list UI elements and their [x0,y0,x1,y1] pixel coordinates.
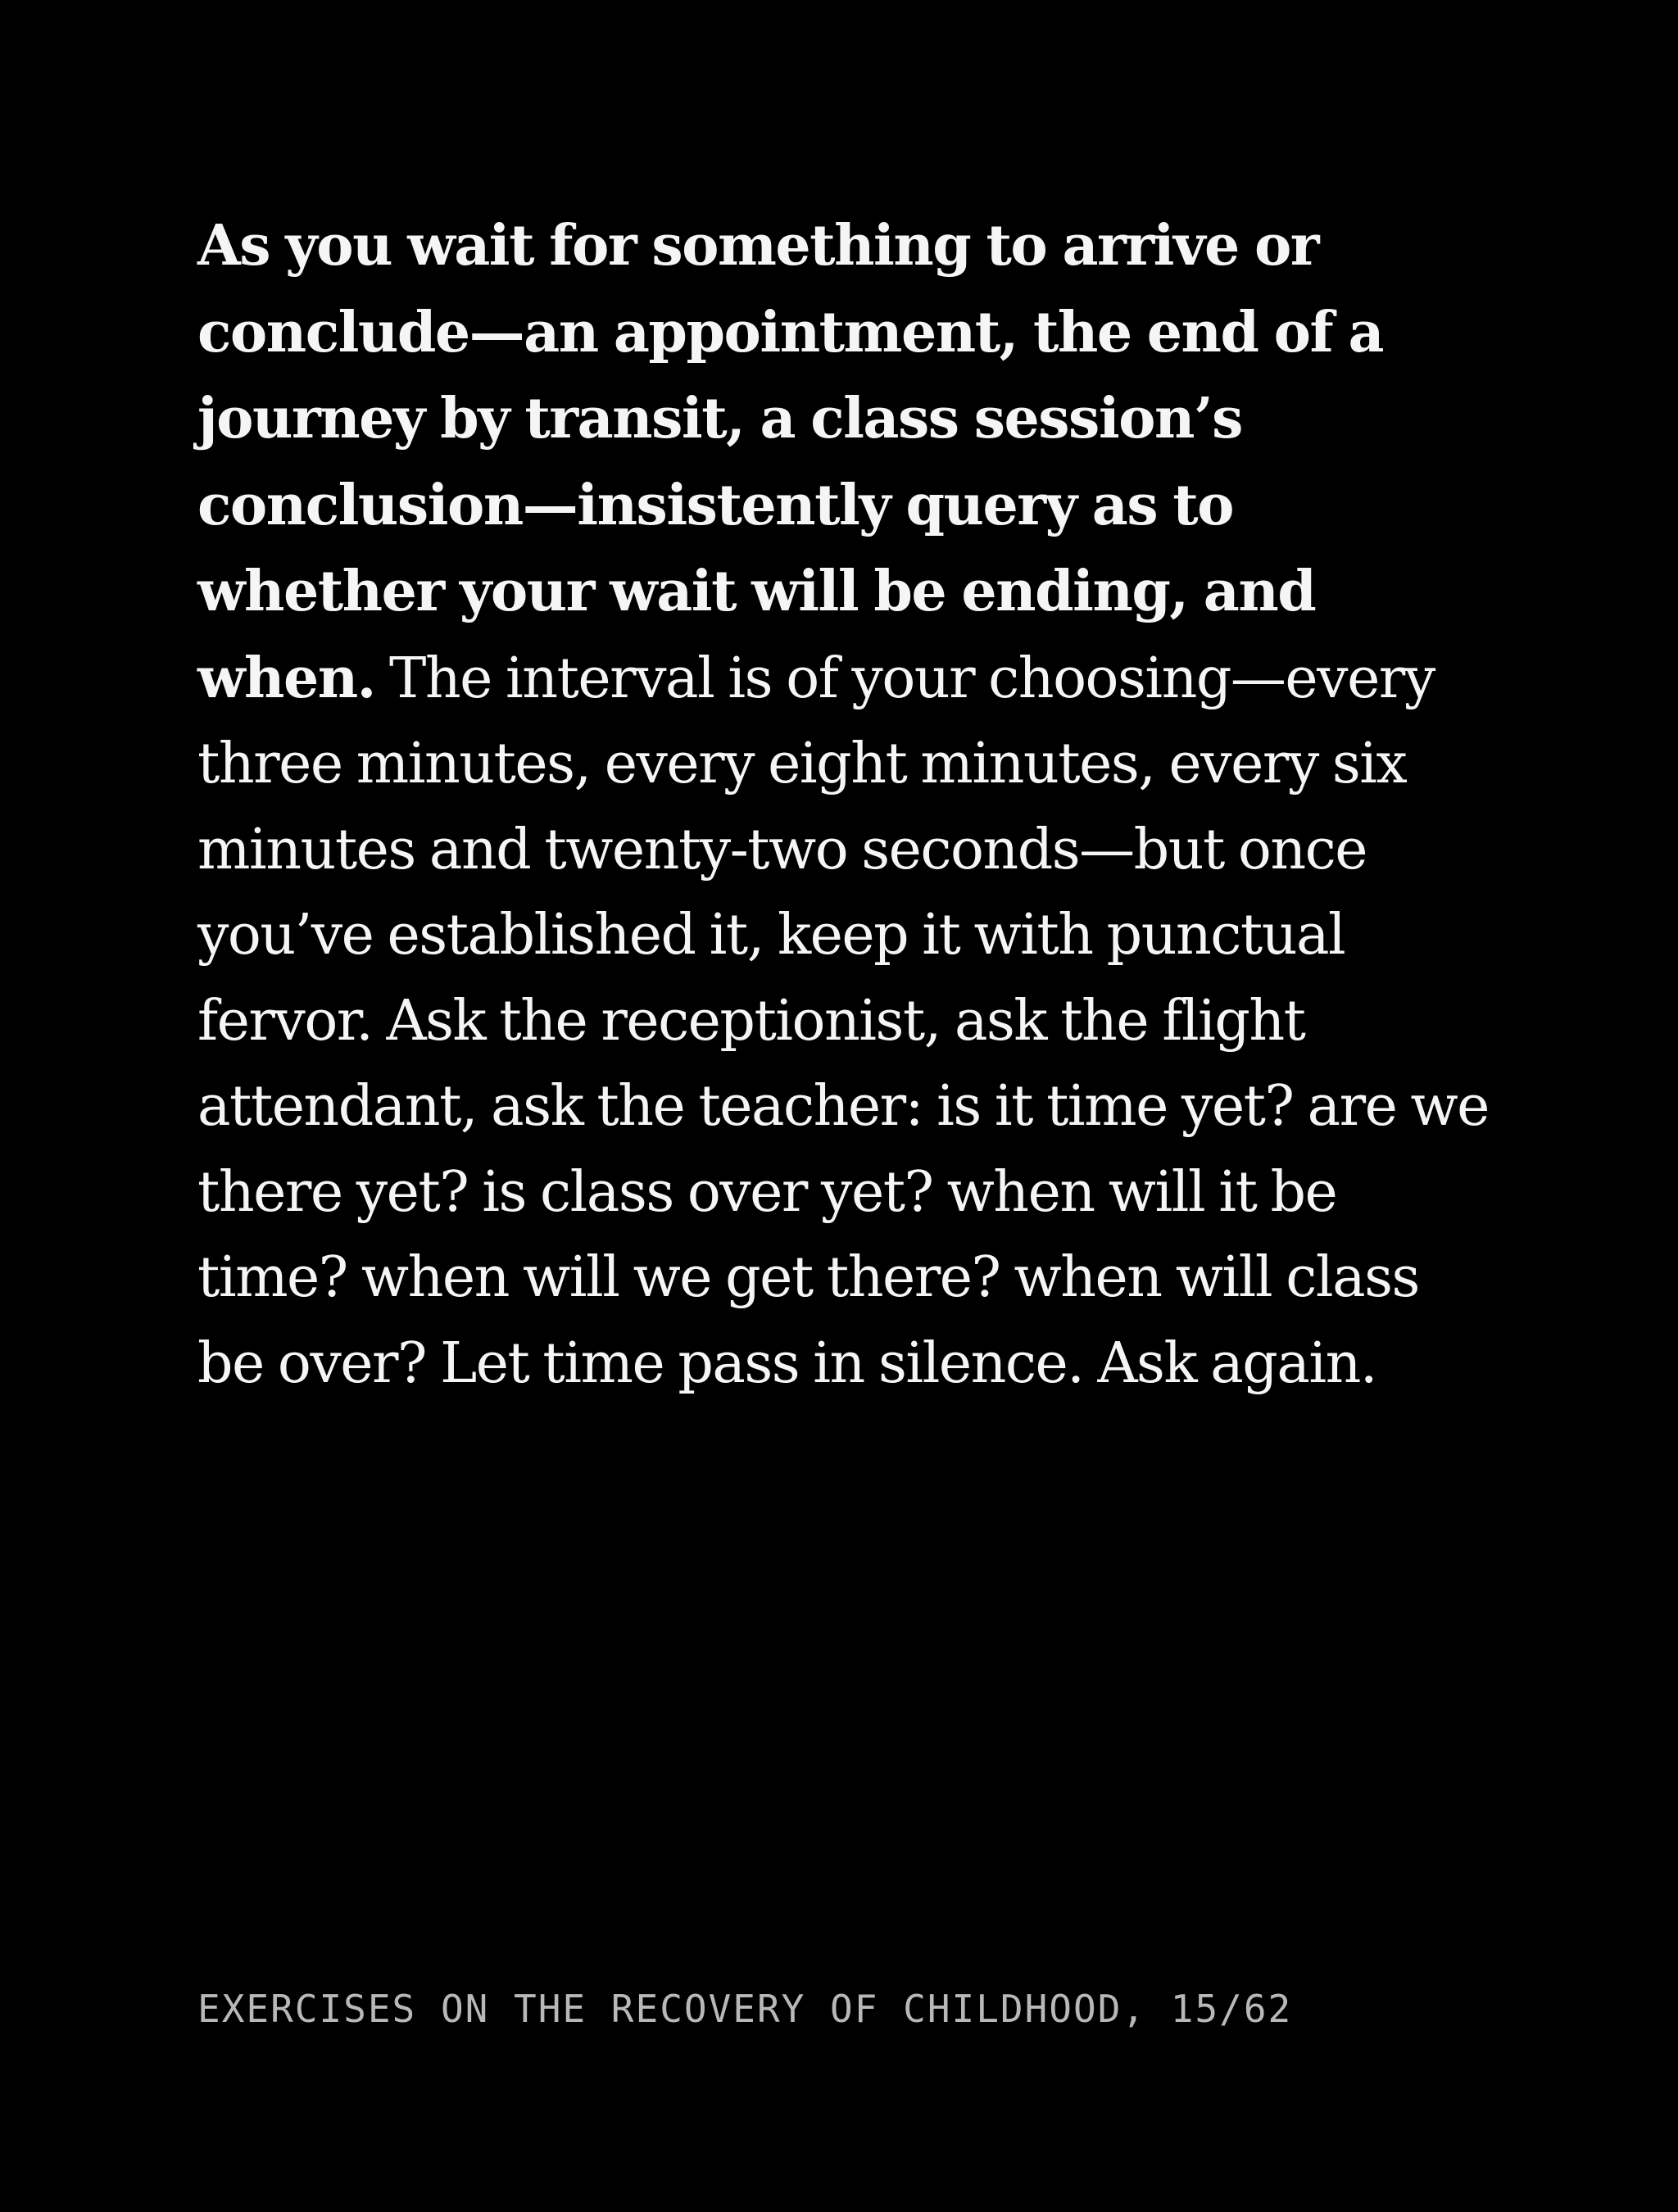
series-caption: EXERCISES ON THE RECOVERY OF CHILDHOOD, 15/62 [197,1987,1293,2031]
exercise-passage [197,203,1492,1407]
passage-body: The interval is of your choosing—every three minutes, every eight minutes, every six minutes and twenty-two seconds—but once you’ve established it, keep it with punctual fervor. Ask the receptionist, ask the flight attendant, ask the teacher: is it time yet? are we there yet? is class over yet? when will it be time? when will we get there? when will class be over? Let time pass in silence. Ask again. [197,646,1489,1396]
passage-lead-bold: As you wait for something to arrive or conclude—an appointment, the end of a journey by transit, a class session’s conclusion—insistently query as to whether your wait will be ending, and when. [197,213,1384,711]
